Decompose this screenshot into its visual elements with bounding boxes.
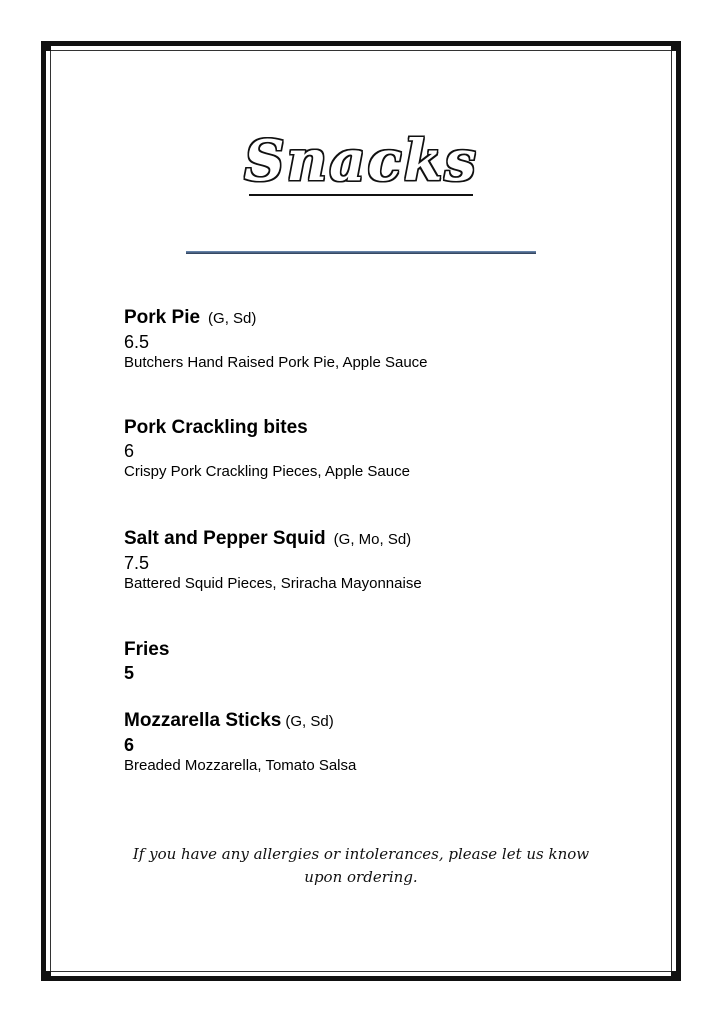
item-name-line	[124, 306, 604, 331]
item-price: 7.5	[124, 553, 150, 573]
item-allergen-tags: (G, Mo, Sd)	[333, 531, 412, 548]
border-corner-bottom-right	[671, 971, 681, 981]
section-divider	[186, 251, 536, 254]
item-allergen-tags: (G, Sd)	[208, 310, 257, 327]
item-name-line	[124, 416, 604, 440]
item-name: Salt and Pepper Squid	[124, 528, 326, 549]
menu-item-pork-pie	[124, 306, 604, 373]
item-description: Butchers Hand Raised Pork Pie, Apple Sauce	[124, 354, 428, 371]
item-name-line	[124, 638, 604, 662]
item-name: Pork Crackling bites	[124, 417, 308, 438]
border-corner-top-right	[671, 41, 681, 51]
item-description: Crispy Pork Crackling Pieces, Apple Sauce	[124, 463, 410, 480]
allergy-notice-line-1: If you have any allergies or intolerances, please let us know	[132, 845, 590, 863]
menu-item-fries	[124, 638, 604, 684]
item-allergen-tags: (G, Sd)	[285, 713, 334, 730]
menu-item-mozzarella-sticks	[124, 709, 604, 776]
menu-item-pork-crackling-bites	[124, 416, 604, 482]
item-name: Pork Pie	[124, 307, 201, 328]
item-name: Fries	[124, 639, 170, 660]
allergy-notice	[0, 843, 722, 889]
item-name: Mozzarella Sticks	[124, 710, 282, 731]
border-corner-bottom-left	[41, 971, 51, 981]
item-name-line	[124, 527, 604, 552]
menu-title: Snacks	[244, 128, 478, 194]
menu-item-salt-and-pepper-squid	[124, 527, 604, 594]
item-price: 6.5	[124, 332, 150, 352]
item-description: Battered Squid Pieces, Sriracha Mayonnaise	[124, 575, 422, 592]
allergy-notice-line-2: upon ordering.	[304, 868, 418, 886]
item-price: 6	[124, 735, 135, 755]
item-description: Breaded Mozzarella, Tomato Salsa	[124, 757, 357, 774]
item-price: 5	[124, 663, 135, 683]
item-price: 6	[124, 441, 135, 461]
title-underline	[249, 194, 473, 196]
border-corner-top-left	[41, 41, 51, 51]
item-name-line	[124, 709, 604, 734]
